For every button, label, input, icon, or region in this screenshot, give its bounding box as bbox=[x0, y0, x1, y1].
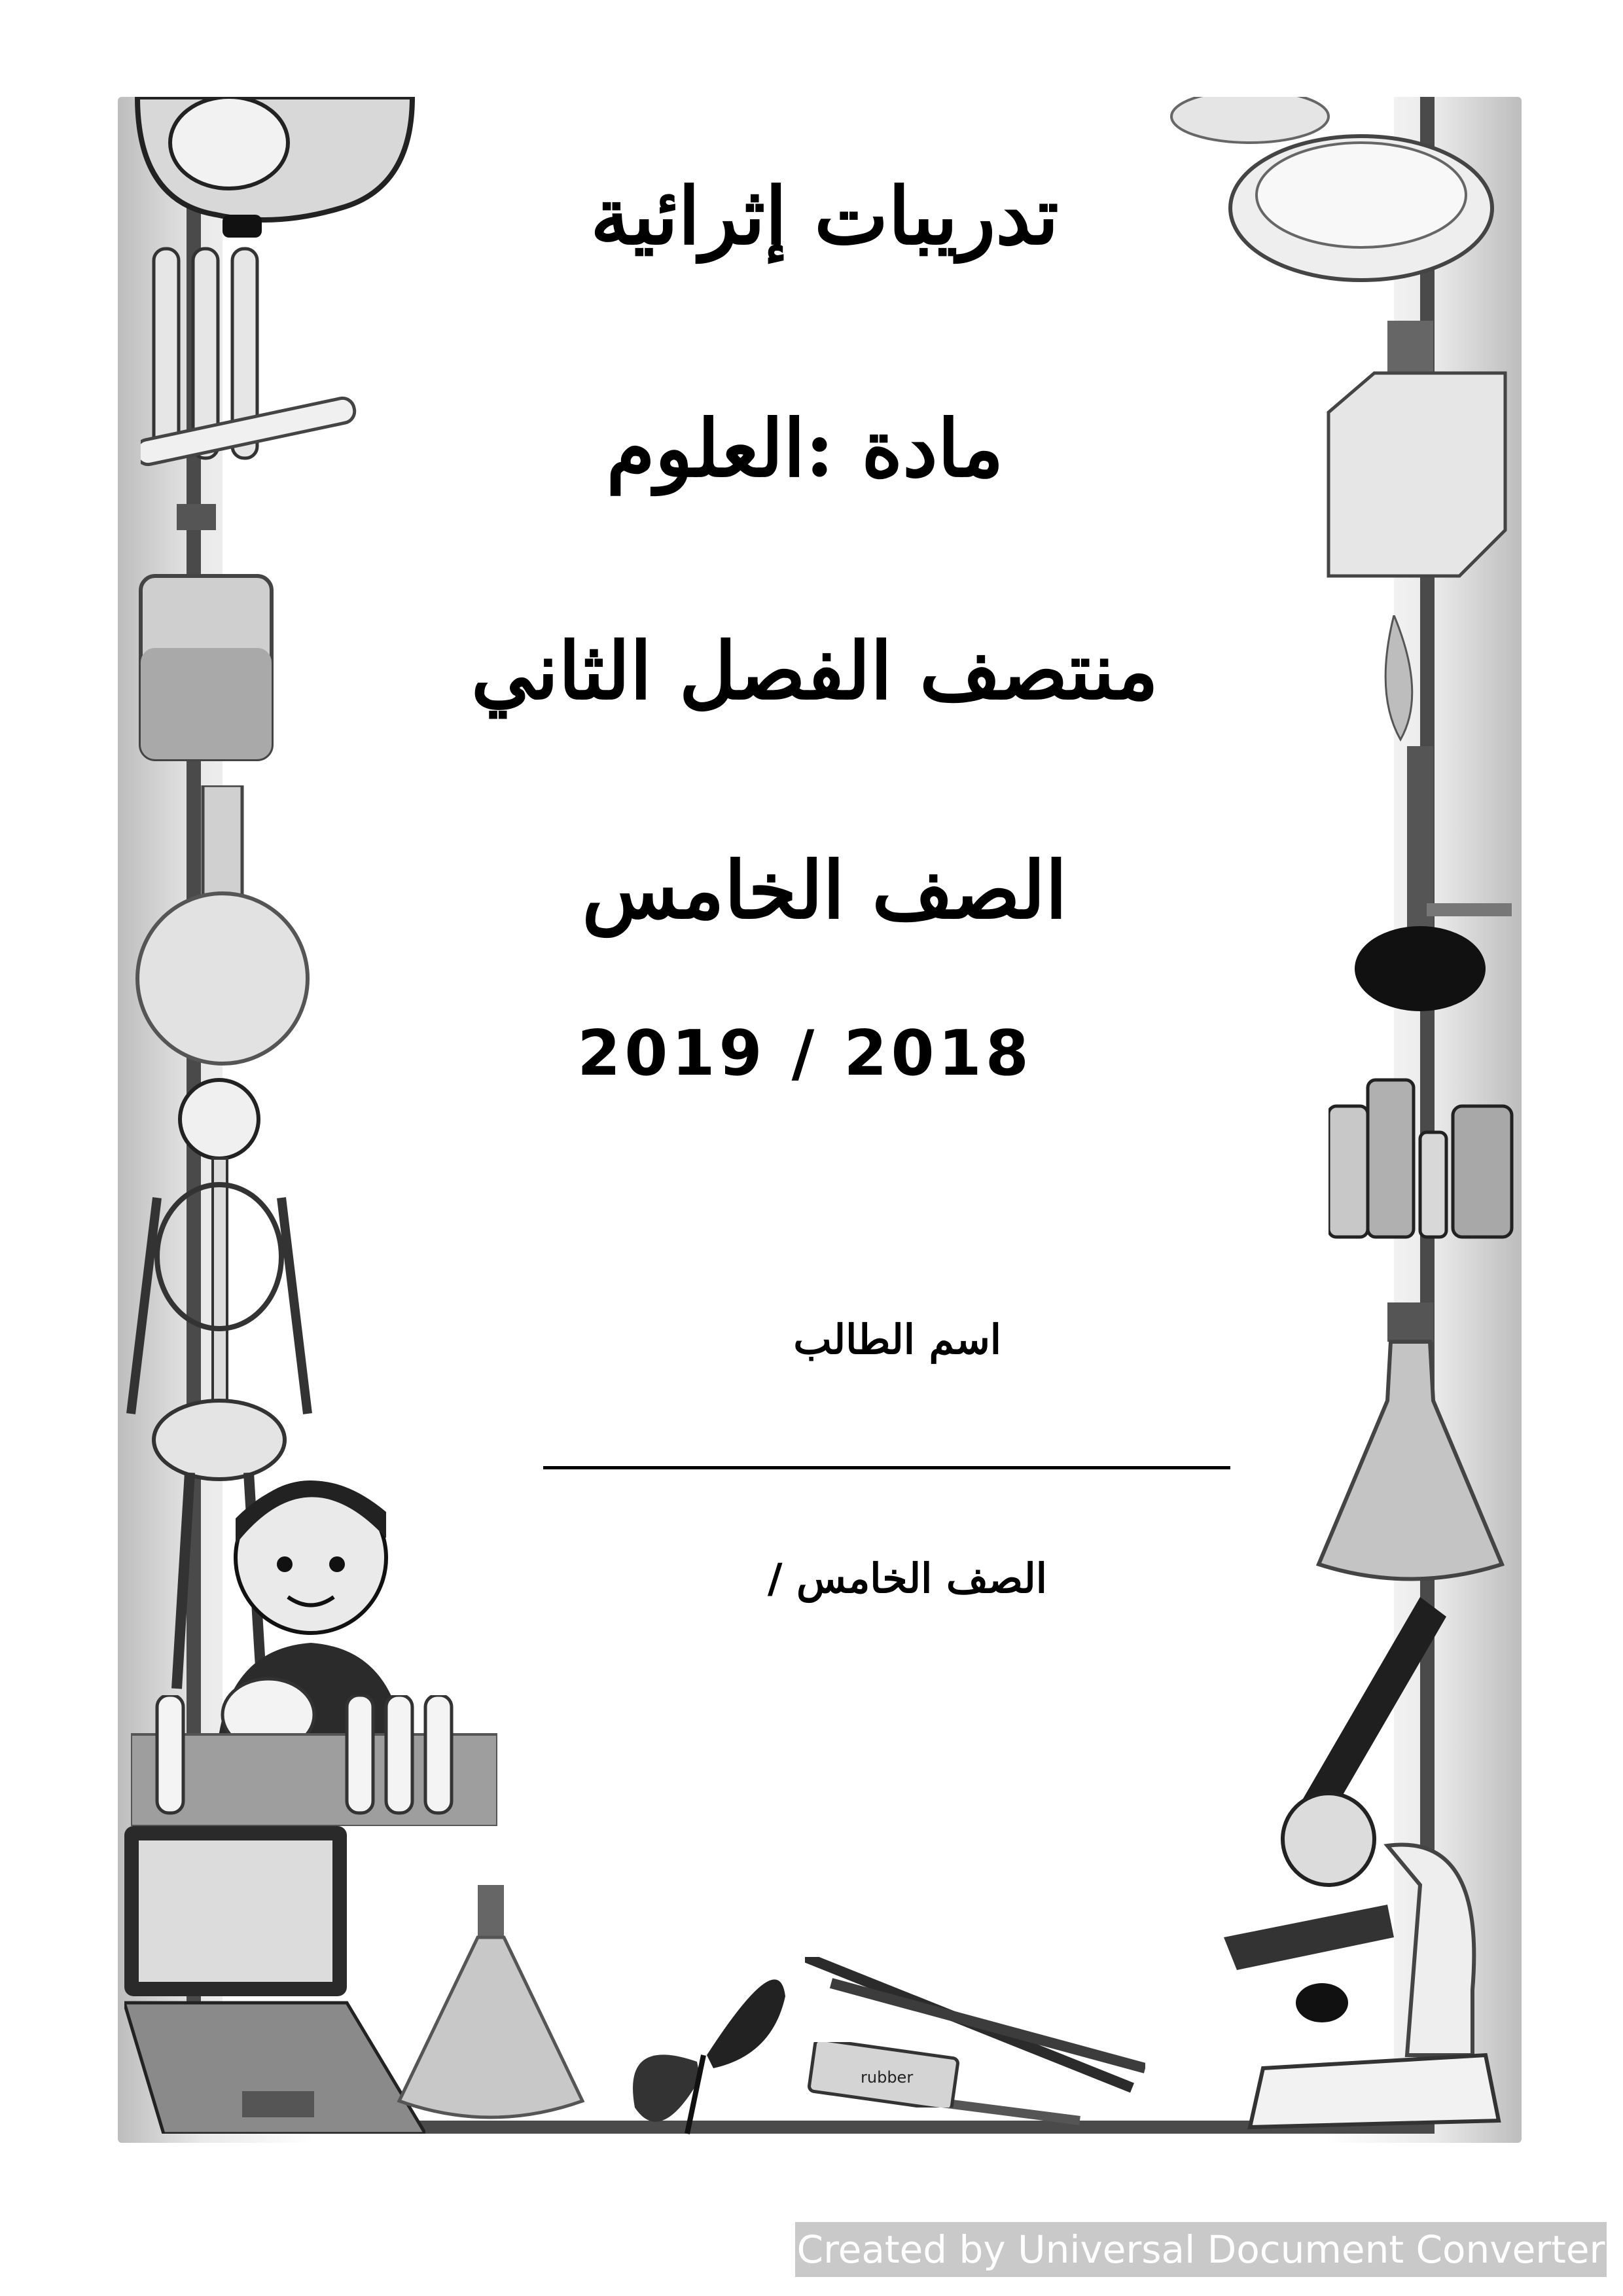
academic-year: 2019 / 2018 bbox=[577, 1018, 1033, 1090]
petri-dish-icon bbox=[1165, 97, 1505, 306]
term-line: منتصف الفصل الثاني bbox=[471, 625, 1159, 717]
cube-container-icon bbox=[1322, 321, 1512, 583]
eraser-label: rubber bbox=[861, 2068, 914, 2087]
butterfly-icon bbox=[615, 1957, 792, 2140]
laptop-icon bbox=[124, 1826, 425, 2134]
converter-watermark: Created by Universal Document Converter bbox=[795, 2222, 1607, 2277]
microscope-icon bbox=[1224, 1597, 1512, 2134]
round-flask-icon bbox=[134, 785, 324, 1073]
conical-flask-icon bbox=[1315, 1302, 1505, 1584]
batteries-icon bbox=[1329, 1067, 1518, 1244]
beaker-icon bbox=[137, 504, 281, 772]
test-tubes-icon bbox=[141, 242, 357, 484]
cover-title: تدريبات إثرائية bbox=[590, 170, 1059, 262]
eraser-icon bbox=[805, 2042, 962, 2108]
funnel-flask-icon bbox=[393, 1885, 589, 2127]
grade-label: الصف الخامس / bbox=[767, 1554, 1047, 1602]
test-tube-rack-icon bbox=[131, 1695, 497, 1826]
grade-line: الصف الخامس bbox=[582, 844, 1067, 937]
subject-line: مادة :العلوم bbox=[606, 403, 1004, 495]
student-name-line bbox=[543, 1466, 1230, 1469]
bunsen-burner-icon bbox=[1355, 615, 1512, 1021]
student-name-label: اسم الطالب bbox=[793, 1316, 1001, 1363]
goggles-icon bbox=[124, 97, 425, 247]
